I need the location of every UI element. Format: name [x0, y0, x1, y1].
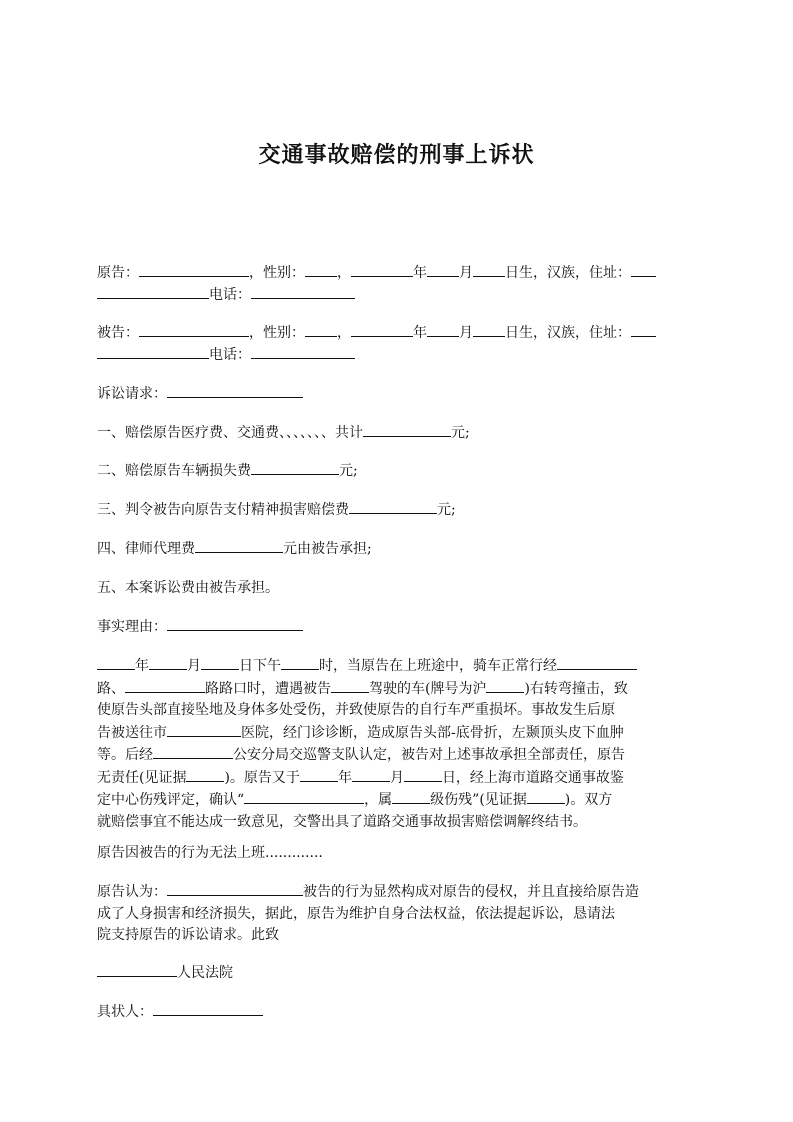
claim-item-4-unit: 元由被告承担; [283, 541, 372, 557]
phone-label: 电话： [209, 287, 251, 303]
claim-item-4 [97, 538, 697, 560]
day-blank[interactable] [404, 767, 442, 782]
facts-heading: 事实理由： [97, 619, 167, 635]
facts-line [97, 789, 697, 812]
signer-line [97, 1001, 697, 1023]
court-line [97, 962, 697, 984]
month-text: 月 [459, 265, 473, 281]
facts-text: 年 [337, 769, 352, 786]
opinion-blank[interactable] [167, 881, 303, 896]
claim-item-5-text: 五、本案诉讼费由被告承担。 [97, 580, 279, 596]
facts-paragraph [97, 655, 697, 833]
claim-item-4-amount-blank[interactable] [195, 538, 283, 553]
road-blank[interactable] [557, 655, 637, 670]
plaintiff-address-blank[interactable] [631, 262, 656, 277]
facts-text: 公安分局交巡警支队认定，被告对上述事故承担全部责任，原告 [233, 747, 625, 763]
defendant-month-blank[interactable] [427, 322, 459, 337]
defendant-line-2 [97, 344, 697, 366]
born-address-text: 日生，汉族，住址： [505, 265, 631, 281]
claim-item-1-amount-blank[interactable] [363, 422, 451, 437]
facts-text: 级伤残”(见证据 [430, 792, 527, 808]
claim-item-3-text: 三、判令被告向原告支付精神损害赔偿费 [97, 502, 349, 518]
facts-heading-line [97, 616, 697, 638]
claim-item-2-unit: 元; [339, 463, 358, 479]
facts-text: 日，经上海市道路交通事故鉴 [441, 769, 624, 786]
plaintiff-day-blank[interactable] [473, 262, 505, 277]
facts-text: 路路口时，遭遇被告 [205, 680, 331, 697]
claim-item-4-text: 四、律师代理费 [97, 541, 195, 557]
plaintiff-phone-blank[interactable] [251, 284, 355, 299]
facts-text: 月 [389, 769, 404, 786]
month-blank[interactable] [352, 767, 390, 782]
born-address-text: 日生，汉族，住址： [505, 325, 631, 341]
facts-line [97, 722, 697, 745]
facts-text: 等。后经 [97, 747, 153, 763]
facts-text: 无责任(见证据 [97, 769, 187, 786]
absence-line: 原告因被告的行为无法上班............. [97, 845, 323, 861]
hospital-blank[interactable] [167, 722, 241, 737]
claim-item-3-unit: 元; [437, 502, 456, 518]
opinion-line: 成了人身损害和经济损失，据此，原告为维护自身合法权益，依法提起诉讼，恳请法 [97, 905, 615, 922]
plaintiff-gender-blank[interactable] [305, 262, 337, 277]
facts-text: 日下午 [239, 658, 281, 674]
plaintiff-line-2 [97, 284, 697, 306]
facts-line [97, 767, 697, 790]
month-text: 月 [459, 325, 473, 341]
facts-line [97, 655, 697, 678]
plaintiff-label: 原告： [97, 265, 139, 281]
claim-item-1-unit: 元; [451, 425, 470, 441]
defendant-address-blank[interactable] [631, 322, 656, 337]
plaintiff-month-blank[interactable] [427, 262, 459, 277]
facts-text: )。双方 [564, 792, 613, 808]
facts-text: 医院，经门诊诊断，造成原告头部-底骨折，左颞顶头皮下血肿 [241, 724, 624, 741]
disability-grade-blank[interactable] [392, 789, 430, 804]
defendant-address-blank-2[interactable] [97, 344, 209, 359]
gender-label: ，性别： [249, 325, 305, 341]
year-blank[interactable] [97, 655, 135, 670]
year-text: 年 [413, 265, 427, 281]
facts-text: ，属 [364, 792, 393, 808]
phone-label: 电话： [209, 347, 251, 363]
court-text: 人民法院 [177, 965, 233, 981]
facts-text: 时，当原告在上班途中，骑车正常行经 [319, 658, 557, 674]
evidence-blank-2[interactable] [527, 789, 565, 804]
document-title: 交通事故赔偿的刑事上诉状 [258, 143, 535, 168]
defendant-phone-blank[interactable] [251, 344, 355, 359]
defendant-label: 被告： [97, 325, 139, 341]
signer-blank[interactable] [153, 1001, 263, 1016]
facts-text: )。原告又于 [224, 769, 300, 786]
opinion-paragraph [97, 881, 697, 947]
facts-blank[interactable] [167, 616, 303, 631]
plate-blank[interactable] [486, 678, 524, 693]
year-text: 年 [413, 325, 427, 341]
claim-item-3 [97, 499, 697, 521]
defendant-gender-blank[interactable] [305, 322, 337, 337]
plaintiff-address-blank-2[interactable] [97, 284, 209, 299]
month-blank[interactable] [149, 655, 187, 670]
defendant-year-blank[interactable] [351, 322, 413, 337]
claim-item-1-text: 一、赔偿原告医疗费、交通费、、、、、、、共计 [97, 425, 363, 441]
facts-text: 告被送往市 [97, 724, 167, 741]
opinion-text: 原告认为： [97, 884, 167, 900]
claim-item-1 [97, 422, 697, 444]
facts-text: 路、 [97, 680, 125, 697]
defendant-name-blank[interactable] [139, 322, 249, 337]
separator-text: ， [337, 325, 351, 341]
defendant-day-blank[interactable] [473, 322, 505, 337]
facts-text: 定中心伤残评定，确认“ [97, 792, 245, 808]
facts-line [97, 678, 697, 701]
year-blank[interactable] [300, 767, 338, 782]
plaintiff-year-blank[interactable] [351, 262, 413, 277]
claim-item-2-amount-blank[interactable] [251, 460, 339, 475]
claim-item-5 [97, 577, 697, 599]
facts-line: 使原告头部直接坠地及身体多处受伤，并致使原告的自行车严重损坏。事故发生后原 [97, 702, 615, 718]
police-branch-blank[interactable] [153, 744, 233, 759]
assessment-blank[interactable] [244, 789, 364, 804]
facts-text: 年 [135, 658, 149, 674]
defendant-line-1 [97, 322, 697, 344]
gender-label: ，性别： [249, 265, 305, 281]
facts-text: 月 [187, 658, 201, 674]
facts-text: 驾驶的车(牌号为沪 [369, 680, 487, 697]
signer-label: 具状人： [97, 1004, 153, 1020]
claim-item-2-text: 二、赔偿原告车辆损失费 [97, 463, 251, 479]
plaintiff-name-blank[interactable] [139, 262, 249, 277]
facts-line [97, 744, 697, 767]
claims-blank[interactable] [167, 383, 303, 398]
facts-text: )右转弯撞击，致 [524, 680, 628, 697]
hour-blank[interactable] [281, 655, 319, 670]
day-blank[interactable] [201, 655, 239, 670]
court-blank[interactable] [97, 962, 177, 977]
opinion-text: 被告的行为显然构成对原告的侵权，并且直接给原告造 [303, 884, 639, 900]
claim-item-3-amount-blank[interactable] [349, 499, 437, 514]
claim-item-2 [97, 460, 697, 482]
plaintiff-line-1 [97, 262, 697, 284]
evidence-blank[interactable] [186, 767, 224, 782]
facts-line: 就赔偿事宜不能达成一致意见，交警出具了道路交通事故损害赔偿调解终结书。 [97, 813, 587, 830]
claims-heading-line [97, 383, 697, 405]
separator-text: ， [337, 265, 351, 281]
road-blank-2[interactable] [125, 678, 205, 693]
opinion-line [97, 881, 697, 904]
defendant-name-blank[interactable] [331, 678, 369, 693]
opinion-line: 院支持原告的诉讼请求。此致 [97, 927, 279, 943]
claims-heading: 诉讼请求： [97, 386, 167, 402]
